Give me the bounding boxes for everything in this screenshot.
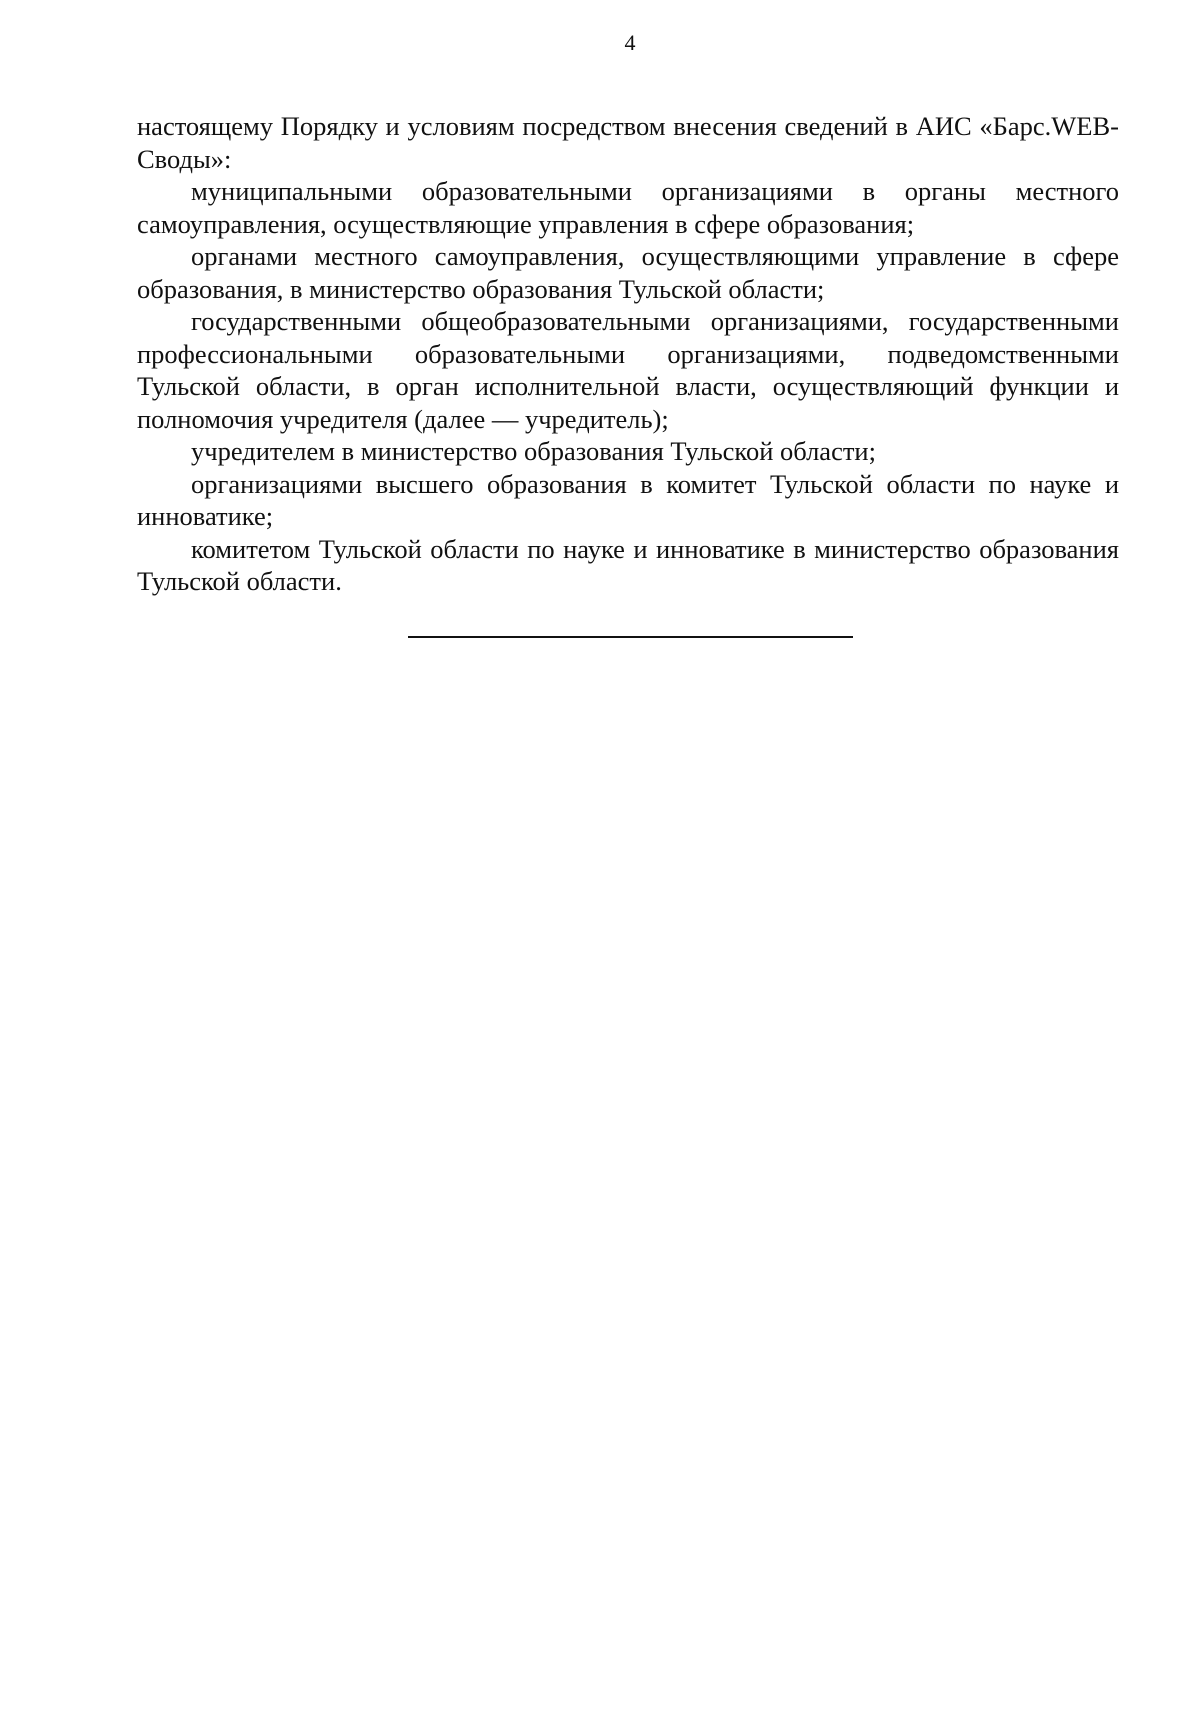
- page-number: 4: [624, 30, 636, 55]
- document-body: [137, 110, 1119, 598]
- paragraph-municipal-organizations: муниципальными образовательными организациями в органы местного самоуправления, осуществляющие управления в сфере образования;: [137, 176, 1119, 239]
- paragraph-state-organizations: государственными общеобразовательными организациями, государственными профессиональными образовательными организациями, подведомственными Тульской области, в орган исполнительной власти, осуществляющий функции и полномочия учредителя (далее — учредитель);: [137, 306, 1119, 434]
- paragraph-higher-education: организациями высшего образования в комитет Тульской области по науке и инноватике;: [137, 468, 1119, 531]
- end-of-text-divider: [408, 636, 853, 638]
- paragraph-local-government: органами местного самоуправления, осуществляющими управление в сфере образования, в министерство образования Тульской области;: [137, 241, 1119, 304]
- paragraph-founder: учредителем в министерство образования Тульской области;: [191, 436, 876, 466]
- paragraph-intro: настоящему Порядку и условиям посредством внесения сведений в АИС «Барс.WEB-Своды»:: [137, 111, 1119, 174]
- paragraph-science-committee: комитетом Тульской области по науке и инноватике в министерство образования Тульской области.: [137, 533, 1119, 596]
